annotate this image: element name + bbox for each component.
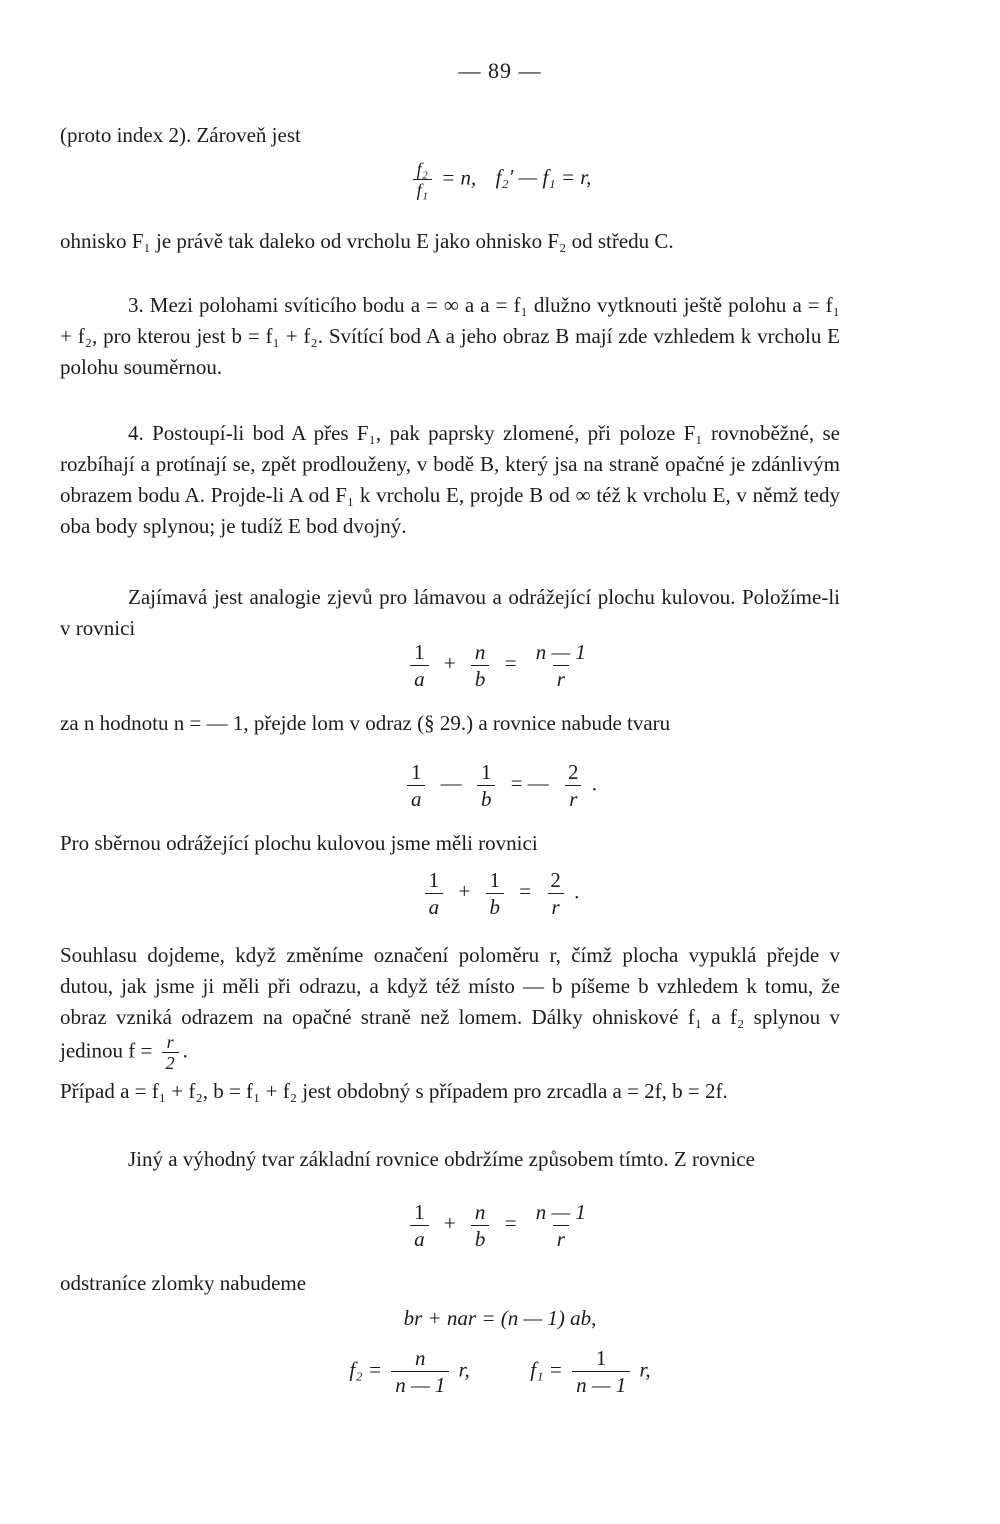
equation-4: $\frac{1}{a}$ + $\frac{1}{b}$ = $\frac{2}{r}$ .: [0, 868, 1000, 919]
equation-6: br + nar = (n — 1) ab,: [403, 1306, 597, 1330]
paragraph-10: Jiný a výhodný tvar základní rovnice obdržíme způsobem tímto. Z rovnice: [128, 1147, 755, 1171]
paragraph-8: Souhlasu dojdeme, když změníme označení poloměru r, čímž plocha vypuklá přejde v dutou, jak jsme ji měli při odrazu, a když též místo — b píšeme b vzhledem k tomu, že obraz vzniká odrazem na opačné straně než lomem. Dálky ohniskové f₁ a f₂ splynou v jedinou f = $\frac{r}{2}$ .: [60, 943, 840, 1073]
paragraph-9: Případ a = f₁ + f₂, b = f₁ + f₂ jest obdobný s případem pro zrcadla a = 2f, b = 2f.: [60, 1079, 728, 1103]
fraction-r-over-2: $\frac{r}{2}$: [162, 1033, 179, 1072]
paragraph-5: Zajímavá jest analogie zjevů pro lámavou a odrážející plochu kulovou. Položíme-li v rovnici: [60, 585, 840, 640]
equation-3: $\frac{1}{a}$ — $\frac{1}{b}$ = — $\frac{2}{r}$ .: [0, 760, 1000, 811]
fraction-f2-over-f1: $\frac{\text{f₂}}{\text{f₁}}$: [413, 160, 432, 199]
equation-1: $\frac{\text{f₂}}{\text{f₁}}$ = n, f₂′ — f₁ = r,: [0, 160, 1000, 199]
equation-2: $\frac{1}{a}$ + $\frac{n}{b}$ = $\frac{n — 1}{r}$: [0, 640, 1000, 691]
paragraph-7: Pro sběrnou odrážející plochu kulovou jsme měli rovnici: [60, 831, 538, 855]
page-number: — 89 —: [458, 58, 542, 83]
paragraph-1: (proto index 2). Zároveň jest: [60, 123, 301, 147]
paragraph-6: za n hodnotu n = — 1, přejde lom v odraz (§ 29.) a rovnice nabude tvaru: [60, 711, 671, 735]
paragraph-11: odstraníce zlomky nabudeme: [60, 1271, 307, 1295]
paragraph-3: 3. Mezi polohami svíticího bodu a = ∞ a a = f₁ dlužno vytknouti ještě polohu a = f₁ + f₂, pro kterou jest b = f₁ + f₂. Svítící bod A a jeho obraz B mají zde vzhledem k vrcholu E polohu souměrnou.: [60, 293, 840, 379]
equation-7: f₂ = $\frac{n}{n — 1}$ r, f₁ = $\frac{1}{n — 1}$ r,: [349, 1346, 651, 1397]
paragraph-4: 4. Postoupí-li bod A přes F₁, pak paprsky zlomené, při poloze F₁ rovnoběžné, se rozbíhají a protínají se, zpět prodlouženy, v bodě B, který jsa na straně opačné je zdánlivým obrazem bodu A. Projde-li A od F₁ k vrcholu E, projde B od ∞ též k vrcholu E, v němž tedy oba body splynou; je tudíž E bod dvojný.: [60, 421, 840, 538]
paragraph-2: ohnisko F₁ je právě tak daleko od vrcholu E jako ohnisko F₂ od středu C.: [60, 229, 674, 253]
equation-5: $\frac{1}{a}$ + $\frac{n}{b}$ = $\frac{n — 1}{r}$: [0, 1200, 1000, 1251]
